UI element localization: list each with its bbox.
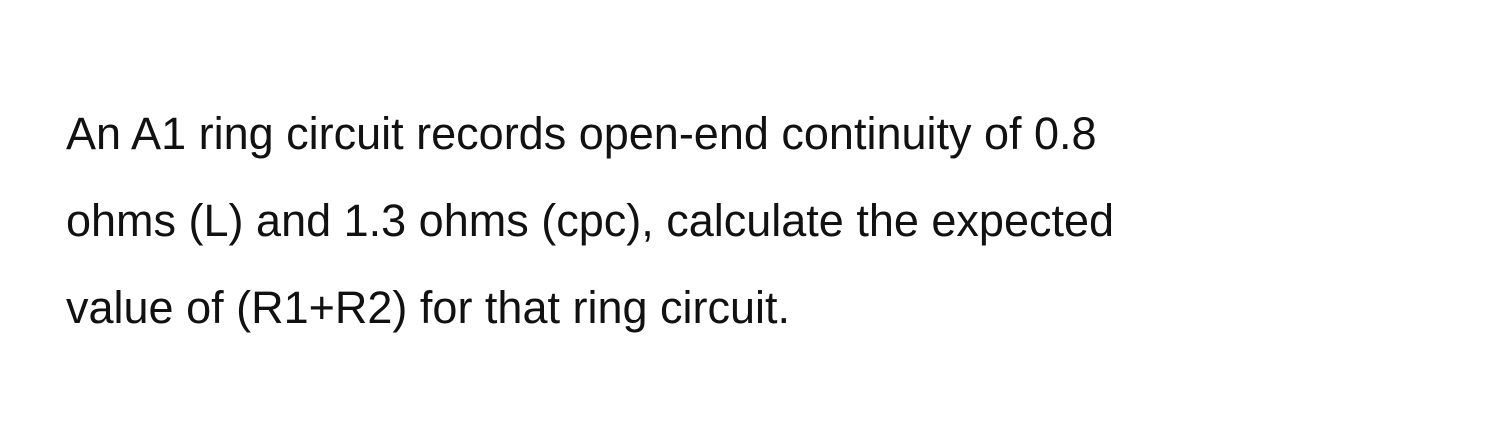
question-line-1: An A1 ring circuit records open-end continuity of 0.8 [66, 108, 1097, 159]
question-line-3: value of (R1+R2) for that ring circuit. [66, 282, 791, 333]
question-line-2: ohms (L) and 1.3 ohms (cpc), calculate the expected [66, 195, 1115, 246]
question-text [66, 90, 1446, 351]
